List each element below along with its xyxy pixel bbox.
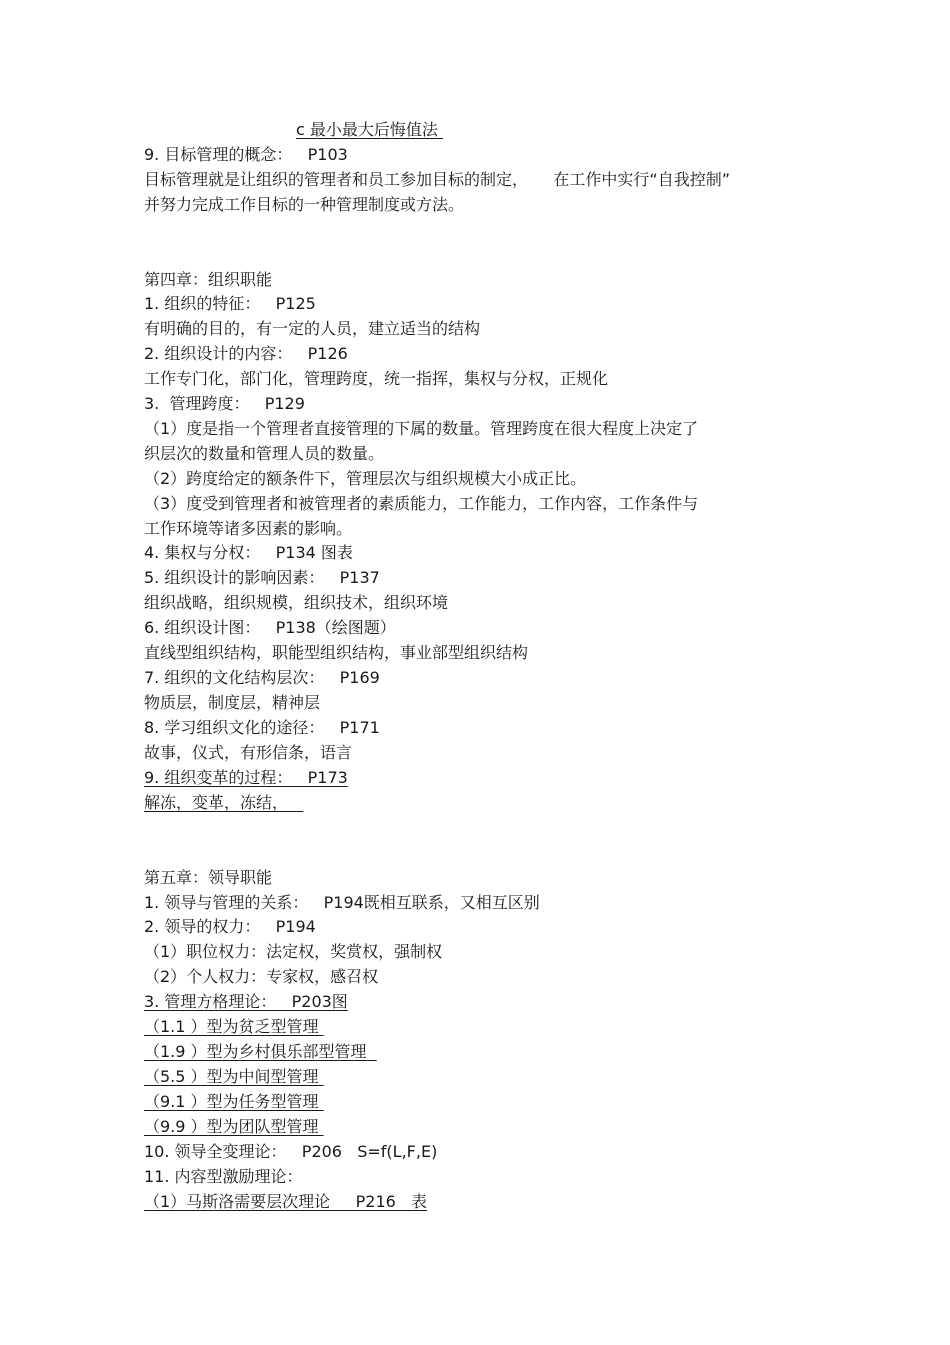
item-c-minimax-regret: c 最小最大后悔值法 — [296, 120, 443, 139]
paragraph-line: （3）度受到管理者和被管理者的素质能力，工作能力，工作内容，工作条件与 — [144, 494, 699, 513]
heading-line: 8. 学习组织文化的途径： P171 — [144, 718, 380, 737]
chapter-5-title: 第五章：领导职能 — [144, 868, 273, 887]
paragraph-line: （1）职位权力：法定权，奖赏权，强制权 — [144, 942, 443, 961]
heading-line: 1. 组织的特征： P125 — [144, 294, 316, 313]
heading-line: 1. 领导与管理的关系： P194既相互联系，又相互区别 — [144, 893, 540, 912]
heading-org-change: 9. 组织变革的过程： P173 — [144, 768, 348, 787]
heading-line: 5. 组织设计的影响因素： P137 — [144, 568, 380, 587]
maslow-item: （1）马斯洛需要层次理论 P216 表 — [144, 1192, 428, 1211]
heading-line: 11. 内容型激励理论： — [144, 1167, 303, 1186]
heading-line: 2. 组织设计的内容： P126 — [144, 344, 348, 363]
heading-mbo-concept: 9. 目标管理的概念： P103 — [144, 145, 348, 164]
paragraph-line: （1）度是指一个管理者直接管理的下属的数量。管理跨度在很大程度上决定了 — [144, 419, 699, 438]
paragraph-line: 目标管理就是让组织的管理者和员工参加目标的制定， 在工作中实行“自我控制” — [144, 170, 731, 189]
grid-item: （9.1 ）型为任务型管理 — [144, 1092, 324, 1111]
heading-line: 10. 领导全变理论： P206 S=f(L,F,E) — [144, 1142, 438, 1161]
chapter-4-title: 第四章：组织职能 — [144, 270, 273, 289]
heading-line: 6. 组织设计图： P138（绘图题） — [144, 618, 396, 637]
paragraph-line: 物质层，制度层，精神层 — [144, 693, 321, 712]
paragraph-line: 有明确的目的，有一定的人员，建立适当的结构 — [144, 319, 481, 338]
grid-item: （5.5 ）型为中间型管理 — [144, 1067, 324, 1086]
heading-line: 2. 领导的权力： P194 — [144, 917, 316, 936]
grid-item: （9.9 ）型为团队型管理 — [144, 1117, 324, 1136]
paragraph-line: 解冻，变革，冻结， — [144, 793, 304, 812]
paragraph-line: 直线型组织结构，职能型组织结构，事业部型组织结构 — [144, 643, 529, 662]
paragraph-line: 并努力完成工作目标的一种管理制度或方法。 — [144, 195, 465, 214]
paragraph-line: （2）跨度给定的额条件下，管理层次与组织规模大小成正比。 — [144, 469, 587, 488]
paragraph-line: （2）个人权力：专家权，感召权 — [144, 967, 379, 986]
heading-line: 3. 管理跨度： P129 — [144, 394, 305, 413]
paragraph-line: 组织战略，组织规模，组织技术，组织环境 — [144, 593, 449, 612]
paragraph-line: 织层次的数量和管理人员的数量。 — [144, 444, 385, 463]
grid-item: （1.9 ）型为乡村俱乐部型管理 — [144, 1042, 377, 1061]
heading-line: 4. 集权与分权： P134 图表 — [144, 543, 353, 562]
heading-line: 7. 组织的文化结构层次： P169 — [144, 668, 380, 687]
paragraph-line: 工作环境等诸多因素的影响。 — [144, 519, 353, 538]
paragraph-line: 故事，仪式，有形信条，语言 — [144, 743, 353, 762]
paragraph-line: 工作专门化，部门化，管理跨度，统一指挥，集权与分权，正规化 — [144, 369, 609, 388]
heading-managerial-grid: 3. 管理方格理论： P203图 — [144, 992, 348, 1011]
grid-item: （1.1 ）型为贫乏型管理 — [144, 1017, 324, 1036]
